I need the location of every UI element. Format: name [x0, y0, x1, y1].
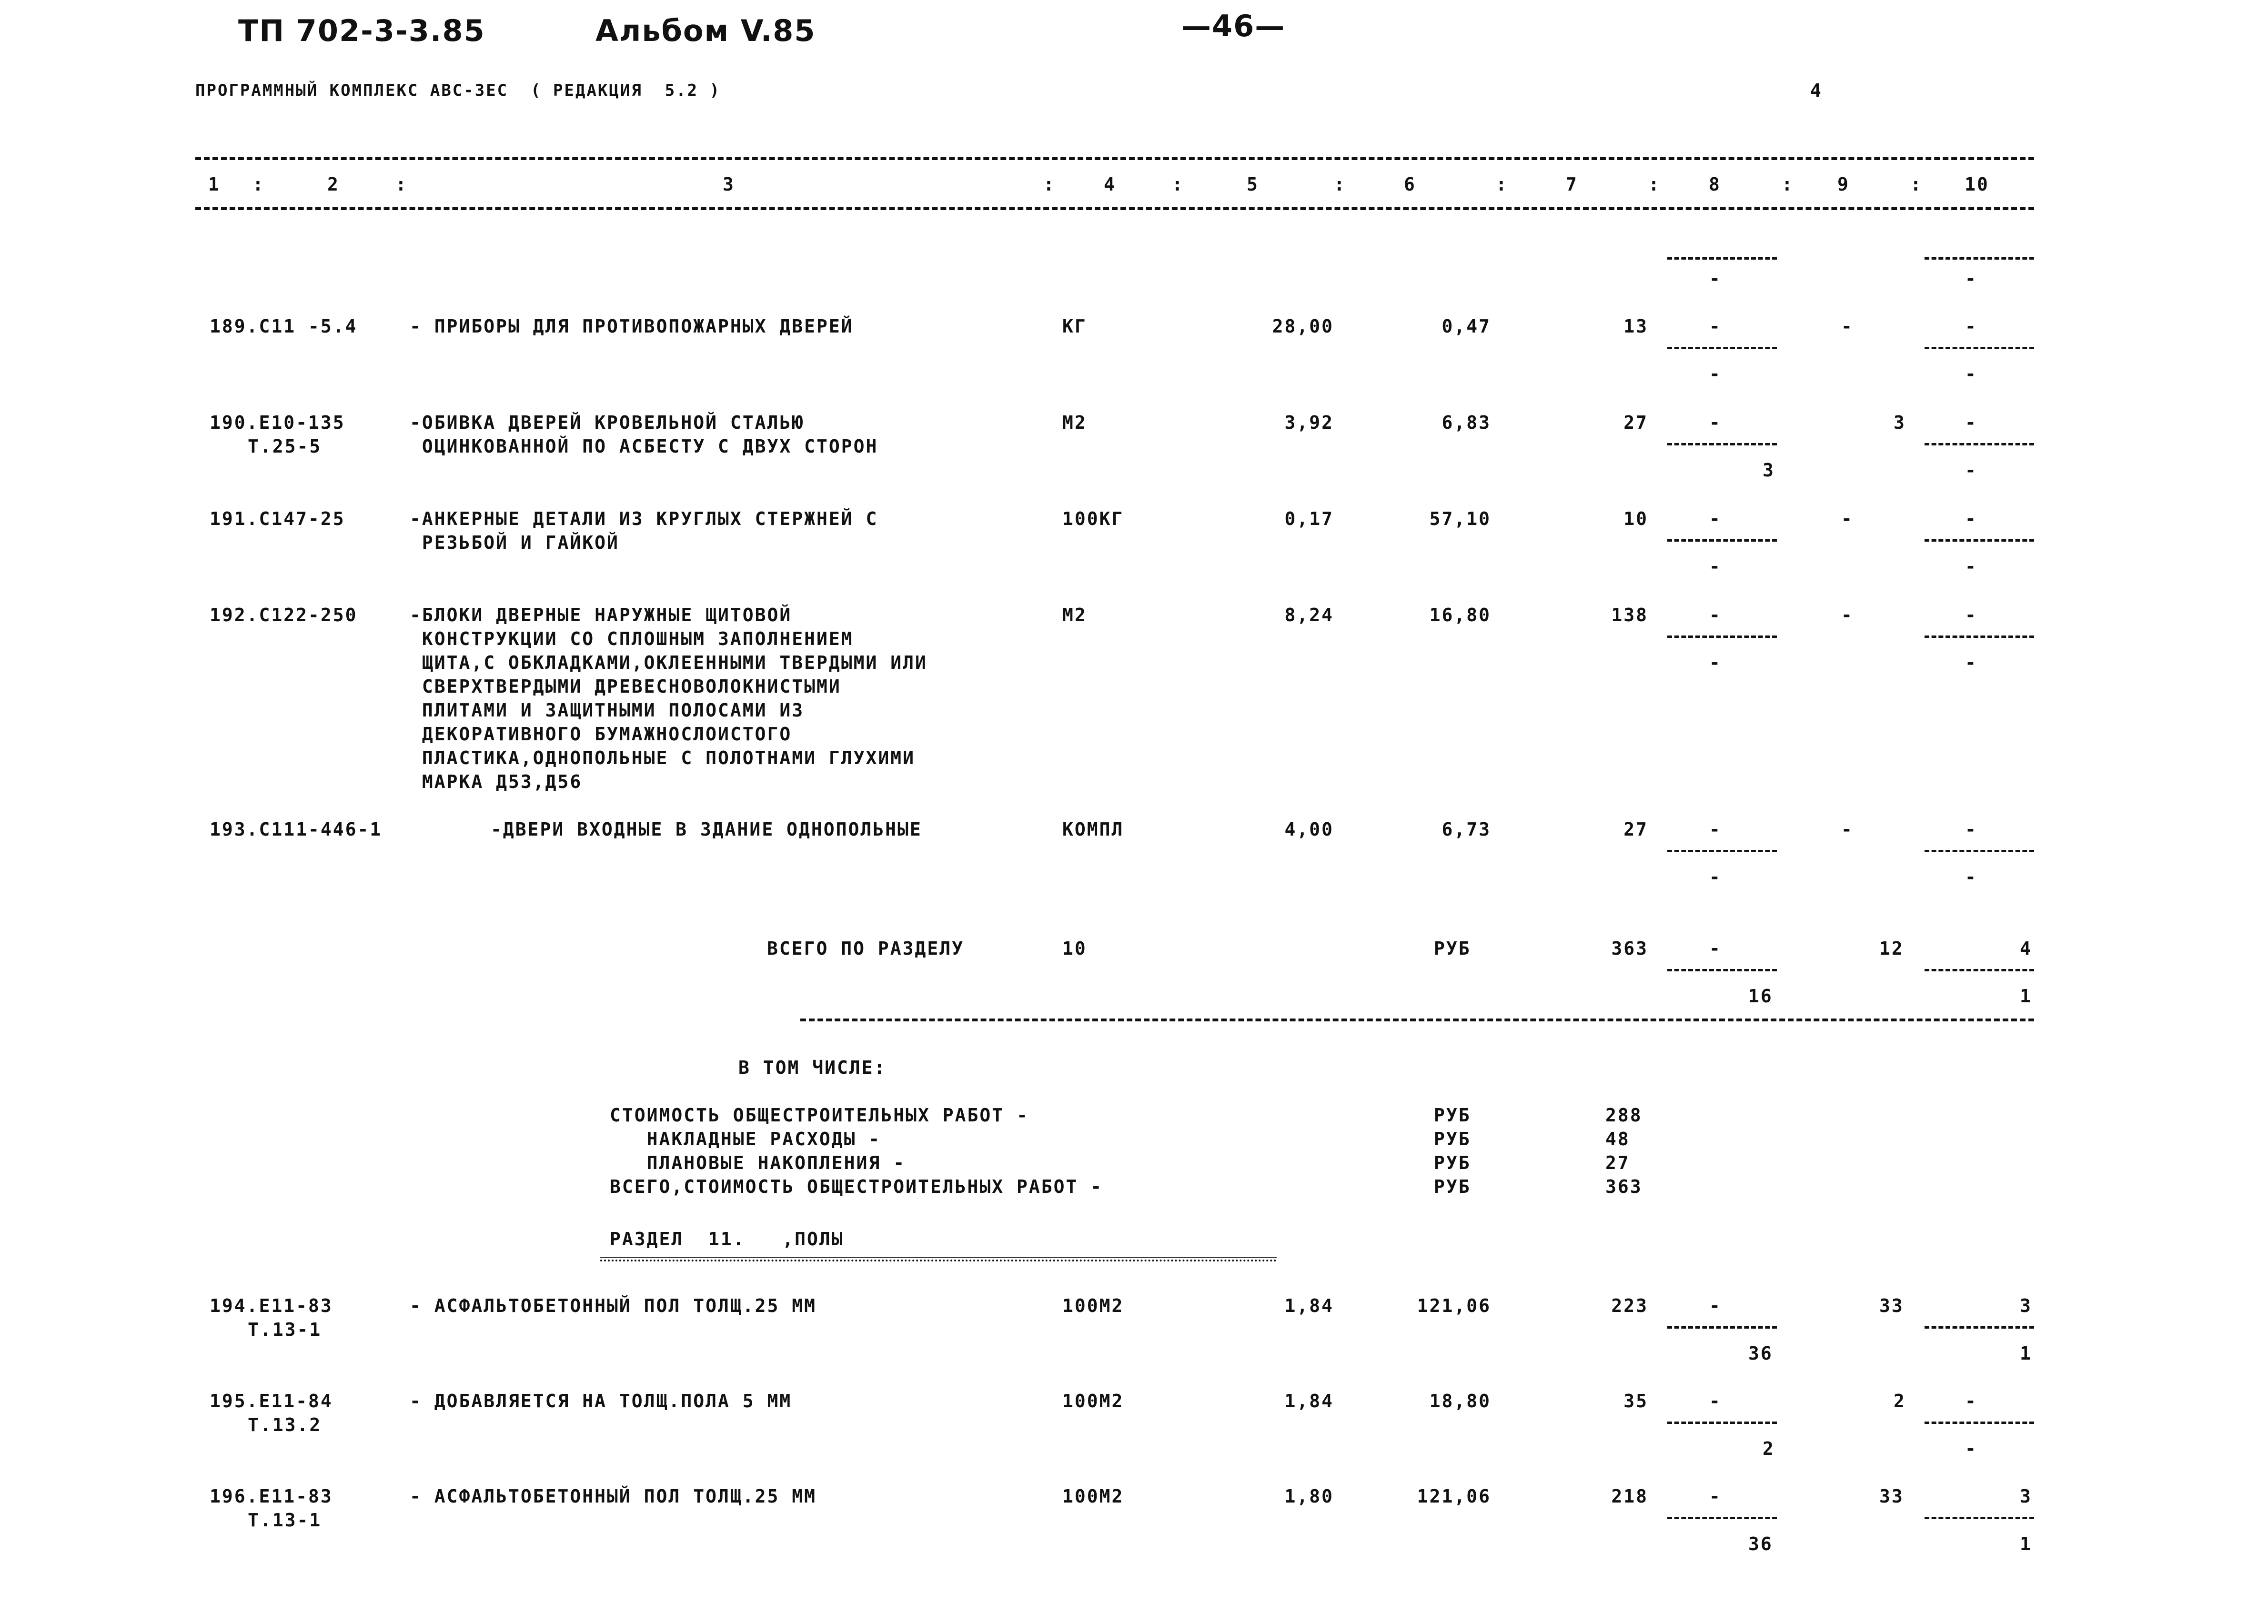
item-unit-price: 121,06 — [1417, 1486, 1491, 1507]
col-sep: : — [395, 174, 408, 195]
item-code-table: Т.13-1 — [248, 1510, 322, 1531]
item-total: 27 — [1623, 412, 1648, 433]
including-value: 48 — [1605, 1129, 1630, 1150]
col-header-9: 9 — [1837, 174, 1850, 195]
fraction-line — [1925, 969, 2034, 971]
col8-top: - — [1709, 819, 1722, 840]
fraction-line — [1925, 1326, 2034, 1329]
fraction-line — [1667, 635, 1777, 638]
item-description: КОНСТРУКЦИИ СО СПЛОШНЫМ ЗАПОЛНЕНИЕМ — [410, 628, 854, 649]
including-value: 288 — [1605, 1105, 1643, 1126]
item-description: ПЛИТАМИ И ЗАЩИТНЫМИ ПОЛОСАМИ ИЗ — [410, 700, 805, 721]
including-value: 363 — [1605, 1176, 1643, 1197]
item-code: 193.С111-446-1 — [210, 819, 383, 840]
fraction-line — [1667, 1517, 1777, 1519]
col-sep: : — [1043, 174, 1056, 195]
col8-bottom: - — [1709, 867, 1722, 888]
section-total-value: 363 — [1611, 938, 1648, 959]
col8-bottom: - — [1709, 268, 1722, 289]
item-unit-price: 18,80 — [1429, 1391, 1491, 1412]
item-code: 196.Е11-83 — [210, 1486, 333, 1507]
item-description: ЩИТА,С ОБКЛАДКАМИ,ОКЛЕЕННЫМИ ТВЕРДЫМИ ИЛИ — [410, 652, 927, 673]
project-code: ТП 702-3-3.85 — [238, 13, 485, 48]
item-code-table: Т.25-5 — [248, 436, 322, 457]
col9-value: - — [1841, 819, 1854, 840]
item-unit-price: 0,47 — [1441, 316, 1491, 337]
header-rule-bottom — [195, 207, 2034, 210]
fraction-line — [1667, 443, 1777, 445]
item-description: -ОБИВКА ДВЕРЕЙ КРОВЕЛЬНОЙ СТАЛЬЮ — [410, 412, 805, 433]
including-value: 27 — [1605, 1152, 1630, 1173]
item-description: ДЕКОРАТИВНОГО БУМАЖНОСЛОИСТОГО — [410, 724, 792, 745]
item-description: ОЦИНКОВАННОЙ ПО АСБЕСТУ С ДВУХ СТОРОН — [410, 436, 878, 457]
program-title: ПРОГРАММНЫЙ КОМПЛЕКС АВС-ЗЕС ( РЕДАКЦИЯ 5.2 ) — [195, 81, 721, 100]
item-total: 35 — [1623, 1391, 1648, 1412]
fraction-line — [1925, 443, 2034, 445]
col8-bottom: 36 — [1748, 1343, 1773, 1364]
col10-top: - — [1965, 316, 1977, 337]
fraction-line — [1667, 850, 1777, 852]
col9-value: 2 — [1894, 1391, 1906, 1412]
col8-top: - — [1709, 938, 1722, 959]
fraction-line — [1925, 257, 2034, 260]
album-label: Альбом V.85 — [595, 13, 816, 48]
item-total: 218 — [1611, 1486, 1648, 1507]
item-total: 223 — [1611, 1295, 1648, 1316]
including-label: ВСЕГО,СТОИМОСТЬ ОБЩЕСТРОИТЕЛЬНЫХ РАБОТ - — [610, 1176, 1103, 1197]
col-header-3: 3 — [723, 174, 735, 195]
section-title: РАЗДЕЛ 11. ,ПОЛЫ — [610, 1229, 844, 1250]
fraction-line — [1925, 850, 2034, 852]
fraction-line — [1667, 969, 1777, 971]
item-code: 189.С11 -5.4 — [210, 316, 358, 337]
item-code-table: Т.13-1 — [248, 1319, 322, 1340]
fraction-line — [1925, 635, 2034, 638]
item-description: -АНКЕРНЫЕ ДЕТАЛИ ИЗ КРУГЛЫХ СТЕРЖНЕЙ С — [410, 508, 878, 529]
col10-top: 3 — [2020, 1486, 2032, 1507]
item-unit-price: 16,80 — [1429, 605, 1491, 625]
col-sep: : — [1496, 174, 1508, 195]
col10-top: - — [1965, 508, 1977, 529]
section-total-rule — [800, 1019, 2034, 1021]
including-unit: РУБ — [1434, 1176, 1471, 1197]
header-rule-top — [195, 157, 2034, 160]
col9-value: - — [1841, 508, 1854, 529]
col8-bottom: 36 — [1748, 1533, 1773, 1554]
item-quantity: 28,00 — [1272, 316, 1334, 337]
col8-bottom: - — [1709, 556, 1722, 577]
col10-bottom: - — [1965, 652, 1977, 673]
fraction-line — [1667, 347, 1777, 349]
item-description: ПЛАСТИКА,ОДНОПОЛЬНЫЕ С ПОЛОТНАМИ ГЛУХИМИ — [410, 747, 915, 768]
item-description: - АСФАЛЬТОБЕТОННЫЙ ПОЛ ТОЛЩ.25 ММ — [410, 1295, 816, 1316]
section-total-label: ВСЕГО ПО РАЗДЕЛУ — [767, 938, 965, 959]
col10-top: - — [1965, 412, 1977, 433]
item-total: 27 — [1623, 819, 1648, 840]
col-header-7: 7 — [1566, 174, 1578, 195]
item-unit-price: 57,10 — [1429, 508, 1491, 529]
item-code: 192.С122-250 — [210, 605, 358, 625]
col8-bottom: - — [1709, 652, 1722, 673]
col-sep: : — [1334, 174, 1346, 195]
including-label: ПЛАНОВЫЕ НАКОПЛЕНИЯ - — [610, 1152, 906, 1173]
col8-top: - — [1709, 1391, 1722, 1412]
col10-bottom: - — [1965, 460, 1977, 481]
col8-bottom: 16 — [1748, 986, 1773, 1007]
item-total: 10 — [1623, 508, 1648, 529]
col9-value: - — [1841, 316, 1854, 337]
item-code: 191.С147-25 — [210, 508, 345, 529]
col-sep: : — [1782, 174, 1794, 195]
col10-bottom: - — [1965, 268, 1977, 289]
item-quantity: 1,84 — [1284, 1391, 1334, 1412]
col8-bottom: - — [1709, 363, 1722, 384]
col-sep: : — [1648, 174, 1661, 195]
col9-value: 3 — [1894, 412, 1906, 433]
item-quantity: 4,00 — [1284, 819, 1334, 840]
section-title-underline — [600, 1256, 1277, 1261]
fraction-line — [1667, 539, 1777, 542]
fraction-line — [1925, 1422, 2034, 1424]
item-total: 13 — [1623, 316, 1648, 337]
col-sep: : — [1172, 174, 1184, 195]
item-description: - ДОБАВЛЯЕТСЯ НА ТОЛЩ.ПОЛА 5 ММ — [410, 1391, 792, 1412]
item-description: СВЕРХТВЕРДЫМИ ДРЕВЕСНОВОЛОКНИСТЫМИ — [410, 676, 841, 697]
item-description: - ПРИБОРЫ ДЛЯ ПРОТИВОПОЖАРНЫХ ДВЕРЕЙ — [410, 316, 854, 337]
col-header-4: 4 — [1104, 174, 1116, 195]
including-unit: РУБ — [1434, 1105, 1471, 1126]
item-code: 194.Е11-83 — [210, 1295, 333, 1316]
col10-top: - — [1965, 605, 1977, 625]
col10-bottom: - — [1965, 363, 1977, 384]
col-header-10: 10 — [1965, 174, 1989, 195]
col-sep: : — [252, 174, 265, 195]
col8-bottom: 2 — [1763, 1438, 1775, 1459]
col10-top: 3 — [2020, 1295, 2032, 1316]
fraction-line — [1667, 1422, 1777, 1424]
col9-value: - — [1841, 605, 1854, 625]
col8-top: - — [1709, 508, 1722, 529]
item-unit-price: 121,06 — [1417, 1295, 1491, 1316]
col8-top: - — [1709, 412, 1722, 433]
col10-bottom: - — [1965, 1438, 1977, 1459]
item-unit: 100М2 — [1062, 1295, 1124, 1316]
item-code: 195.Е11-84 — [210, 1391, 333, 1412]
col8-top: - — [1709, 316, 1722, 337]
item-unit-price: 6,83 — [1441, 412, 1491, 433]
item-unit: КГ — [1062, 316, 1087, 337]
col9-value: 33 — [1879, 1295, 1904, 1316]
item-description: РЕЗЬБОЙ И ГАЙКОЙ — [410, 532, 619, 553]
col10-top: - — [1965, 1391, 1977, 1412]
sheet-number: 4 — [1810, 80, 1823, 101]
col-header-1: 1 — [208, 174, 221, 195]
fraction-line — [1667, 1326, 1777, 1329]
col9-value: 12 — [1879, 938, 1904, 959]
item-quantity: 1,80 — [1284, 1486, 1334, 1507]
fraction-line — [1925, 1517, 2034, 1519]
item-description: -БЛОКИ ДВЕРНЫЕ НАРУЖНЫЕ ЩИТОВОЙ — [410, 605, 792, 625]
item-unit: М2 — [1062, 412, 1087, 433]
fraction-line — [1925, 347, 2034, 349]
currency-unit: РУБ — [1434, 938, 1471, 959]
item-description: МАРКА Д53,Д56 — [410, 771, 583, 792]
col-sep: : — [1910, 174, 1923, 195]
col8-top: - — [1709, 605, 1722, 625]
col10-bottom: - — [1965, 556, 1977, 577]
item-unit: М2 — [1062, 605, 1087, 625]
item-quantity: 3,92 — [1284, 412, 1334, 433]
col-header-5: 5 — [1247, 174, 1259, 195]
col10-bottom: 1 — [2020, 1533, 2032, 1554]
col-header-8: 8 — [1709, 174, 1721, 195]
item-unit: 100М2 — [1062, 1486, 1124, 1507]
fraction-line — [1667, 257, 1777, 260]
page-number: —46— — [1181, 9, 1286, 43]
col-header-2: 2 — [327, 174, 340, 195]
col10-bottom: - — [1965, 867, 1977, 888]
item-code: 190.Е10-135 — [210, 412, 345, 433]
item-unit: 100М2 — [1062, 1391, 1124, 1412]
col8-top: - — [1709, 1486, 1722, 1507]
col10-bottom: 1 — [2020, 986, 2032, 1007]
including-label: НАКЛАДНЫЕ РАСХОДЫ - — [610, 1129, 881, 1150]
including-label: СТОИМОСТЬ ОБЩЕСТРОИТЕЛЬНЫХ РАБОТ - — [610, 1105, 1029, 1126]
col10-top: - — [1965, 819, 1977, 840]
col9-value: 33 — [1879, 1486, 1904, 1507]
item-quantity: 8,24 — [1284, 605, 1334, 625]
col8-bottom: 3 — [1763, 460, 1775, 481]
including-heading: В ТОМ ЧИСЛЕ: — [738, 1057, 887, 1078]
col10-bottom: 1 — [2020, 1343, 2032, 1364]
item-description: - АСФАЛЬТОБЕТОННЫЙ ПОЛ ТОЛЩ.25 ММ — [410, 1486, 816, 1507]
item-quantity: 1,84 — [1284, 1295, 1334, 1316]
item-code-table: Т.13.2 — [248, 1414, 322, 1435]
fraction-line — [1925, 539, 2034, 542]
item-description: -ДВЕРИ ВХОДНЫЕ В ЗДАНИЕ ОДНОПОЛЬНЫЕ — [491, 819, 922, 840]
item-total: 138 — [1611, 605, 1648, 625]
col-header-6: 6 — [1404, 174, 1416, 195]
col8-top: - — [1709, 1295, 1722, 1316]
item-quantity: 0,17 — [1284, 508, 1334, 529]
item-unit: КОМПЛ — [1062, 819, 1124, 840]
item-unit: 100КГ — [1062, 508, 1124, 529]
including-unit: РУБ — [1434, 1129, 1471, 1150]
section-number: 10 — [1062, 938, 1087, 959]
item-unit-price: 6,73 — [1441, 819, 1491, 840]
col10-top: 4 — [2020, 938, 2032, 959]
including-unit: РУБ — [1434, 1152, 1471, 1173]
